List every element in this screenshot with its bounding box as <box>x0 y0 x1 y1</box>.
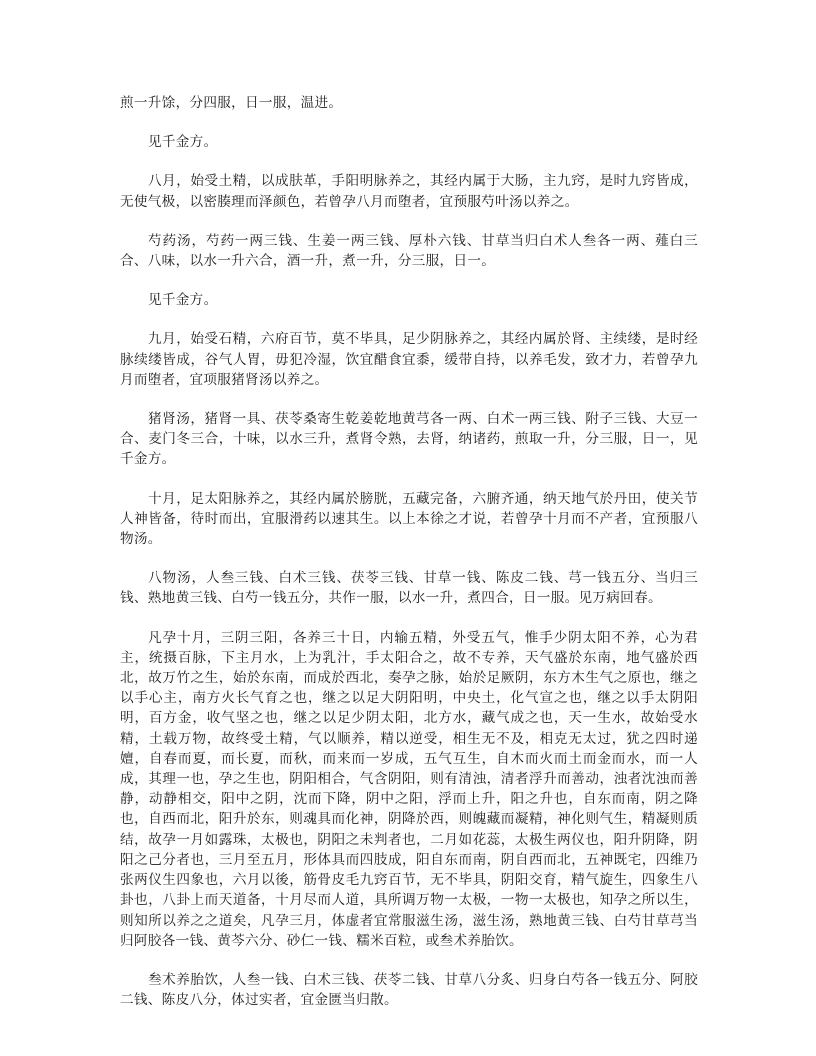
paragraph-3: 八月，始受土精，以成肤革，手阳明脉养之，其经内属于大肠，主九窍，是时九窍皆成，无使气极，以密腠理而泽颜色，若曾孕八月而堕者，宜预服芍叶汤以养之。 <box>120 173 698 210</box>
paragraph-10: 凡孕十月，三阴三阳，各养三十日，内输五精，外受五气，惟手少阴太阳不养，心为君主，统摄百脉，下主月水，上为乳汁，手太阳合之，故不专养，天气盛於东南，地气盛於西北，故万竹之生，始於东南，而成於西北，奏孕之脉，始於足厥阴，东方木生气之原也，继之以手心主，南方火长气育之也，继之以足大阴阳明，中央土，化气宣之也，继之以手太阴阳明，百方金，收气坚之也，继之以足少阴太阳，北方水，藏气成之也，天一生水，故始受水精，土载万物，故终受土精，气以顺养，精以逆受，相生无不及，相克无太过，犹之四时递嬗，自春而夏，而长夏，而秋，而来而一岁成，五气互生，自木而火而土而金而水，而一人成，其理一也，孕之生也，阴阳相合，气含阴阳，则有清浊，清者浮升而善动，浊者沈浊而善静，动静相交，阳中之阴，沈而下降，阴中之阳，浮而上升，阳之升也，自东而南，阴之降也，自西而北，阳升於东，则魂具而化神，阴降於西，则魄藏而凝精，神化则气生，精凝则质结，故孕一月如露珠，太极也，阴阳之未判者也，二月如花蕊，太极生两仪也，阳升阴降，阴阳之己分者也，三月至五月，形体具而四肢成，阳自东而南，阴自西而北，五神既宅，四维乃张两仪生四象也，六月以後，筋骨皮毛九窍百节，无不毕具，阴阳交育，精气旋生，四象生八卦也，八卦上而天道备，十月尽而人道，具所调万物一太极，一物一太极也，知孕之所以生，则知所以养之之道矣，凡孕三月，体虚者宜常服滋生汤，滋生汤，熟地黄三钱、白芍甘草芎当归阿胶各一钱、黄芩六分、砂仁一钱、糯米百粒，或叁术养胎饮。 <box>120 629 698 949</box>
paragraph-8: 十月，足太阳脉养之，其经内属於膀胱，五藏完备，六腑齐通，纳天地气於丹田，使关节人神皆备，待时而出，宜服滑药以速其生。以上本徐之才说，若曾孕十月而不产者，宜预服八物汤。 <box>120 490 698 548</box>
paragraph-4: 芍药汤，芍药一两三钱、生姜一两三钱、厚朴六钱、甘草当归白术人叁各一两、薤白三合、八味，以水一升六合，酒一升，煮一升，分三服，日一。 <box>120 232 698 270</box>
paragraph-11: 叁术养胎饮，人叁一钱、白术三钱、茯苓二钱、甘草八分炙、归身白芍各一钱五分、阿胶二钱、陈皮八分，体过实者，宜金匮当归散。 <box>120 971 698 1009</box>
paragraph-1: 煎一升馀，分四服，日一服，温进。 <box>120 95 343 111</box>
paragraph-2: 见千金方。 <box>148 134 218 151</box>
document-page <box>120 93 698 1029</box>
paragraph-9: 八物汤，人叁三钱、白术三钱、茯苓三钱、甘草一钱、陈皮二钱、芎一钱五分、当归三钱、熟地黄三钱、白芍一钱五分，共作一服，以水一升，煮四合，日一服。见万病回春。 <box>120 570 698 607</box>
paragraph-6: 九月，始受石精，六府百节，莫不毕具，足少阴脉养之，其经内属於肾、主续缕，是时经脉续缕皆成，谷气人胃，毋犯冷湿，饮宜醋食宜黍，缓带自持，以养毛发，致才力，若曾孕九月而堕者，宜项服猪肾汤以养之。 <box>120 331 698 388</box>
paragraph-7: 猪肾汤，猪肾一具、茯苓桑寄生乾姜乾地黄芎各一两、白术一两三钱、附子三钱、大豆一合、麦门冬三合，十味，以水三升，煮肾令熟，去肾，纳诸药，煎取一升，分三服，日一，见千金方。 <box>120 411 698 468</box>
paragraph-5: 见千金方。 <box>148 292 218 309</box>
